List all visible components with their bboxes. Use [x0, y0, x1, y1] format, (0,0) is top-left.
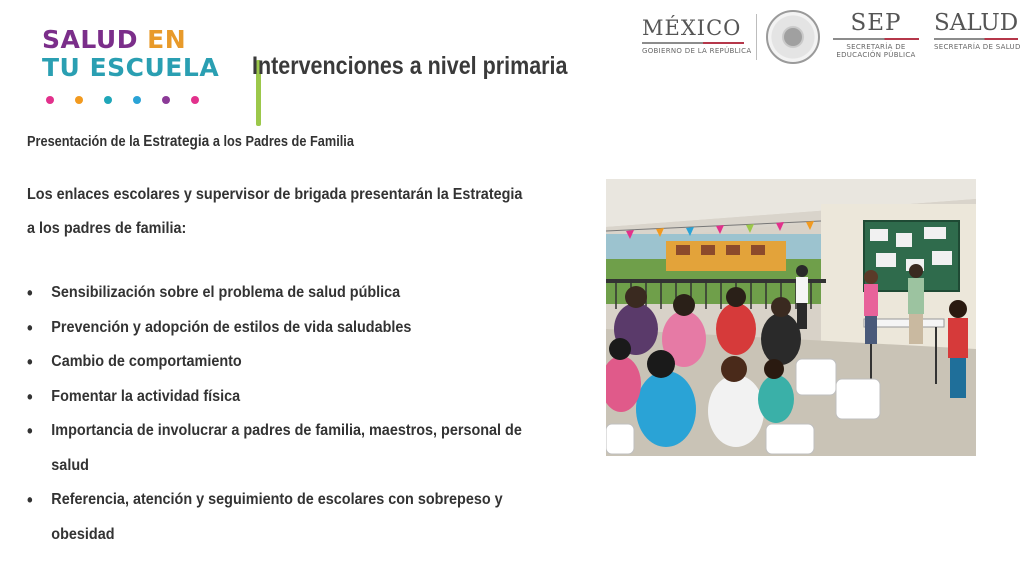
subtitle-before: Presentación de la [27, 134, 144, 150]
bullet-item [27, 276, 567, 311]
logo-line-2 [42, 54, 227, 82]
gobierno-mexico-logo [642, 10, 752, 55]
logo-dot [46, 96, 54, 104]
logo-dot [75, 96, 83, 104]
logo-word-en: EN [147, 25, 187, 54]
mexico-rule [642, 42, 744, 44]
sep-rule [833, 38, 919, 40]
intro-line-2: a los padres de familia: [27, 220, 187, 237]
logo-dot [191, 96, 199, 104]
page-title: Intervenciones a nivel primaria [252, 52, 568, 80]
bullet-item [27, 380, 567, 415]
subtitle-after: a los Padres de Familia [209, 134, 354, 150]
sep-name: SEP [850, 10, 902, 36]
sep-logo [833, 10, 919, 59]
gov-divider [756, 14, 757, 60]
bullet-dot: • [27, 421, 33, 441]
bullet-item [27, 311, 567, 346]
bullet-item [27, 345, 567, 380]
bullet-text: Fomentar la actividad física [51, 387, 241, 405]
sep-caption-2: EDUCACIÓN PÚBLICA [836, 51, 916, 59]
logo-word-salud: SALUD [42, 25, 138, 54]
bullet-text: Prevención y adopción de estilos de vida saludables [51, 318, 412, 336]
salud-en-tu-escuela-logo [42, 26, 227, 104]
bullet-text: Sensibilización sobre el problema de salud pública [51, 284, 401, 301]
bullet-dot: • [27, 386, 33, 407]
intro-paragraph [27, 178, 549, 246]
intro-line-1: Los enlaces escolares y supervisor de brigada presentarán la Estrategia [27, 186, 523, 203]
logo-dots [46, 91, 220, 109]
logo-word-tu: TU [42, 53, 81, 82]
logo-line-1 [42, 26, 227, 54]
bullet-item [27, 483, 555, 552]
bullet-dot: • [27, 490, 33, 510]
bullet-item [27, 414, 555, 483]
secretaria-salud-logo [934, 10, 1021, 51]
bullet-dot: • [27, 352, 33, 372]
section-subtitle [27, 133, 354, 151]
logo-dot [162, 96, 170, 104]
mexico-caption: GOBIERNO DE LA REPÚBLICA [642, 47, 752, 55]
bullet-text: Referencia, atención y seguimiento de escolares con sobrepeso y obesidad [51, 491, 503, 543]
mexico-name: MÉXICO [642, 16, 742, 40]
meeting-photo-illustration [606, 179, 976, 456]
sep-caption-1: SECRETARÍA DE [846, 43, 906, 51]
meeting-photo [606, 179, 976, 456]
bullet-list [27, 276, 567, 552]
subtitle-emphasis: Estrategia [143, 133, 210, 150]
bullet-text: Cambio de comportamiento [51, 353, 242, 370]
logo-word-escuela: ESCUELA [89, 53, 220, 82]
national-seal-icon [766, 10, 820, 64]
logo-dot [104, 96, 112, 104]
salud-caption: SECRETARÍA DE SALUD [934, 43, 1021, 51]
salud-name: SALUD [934, 10, 1019, 36]
bullet-dot: • [27, 317, 33, 338]
bullet-dot: • [27, 283, 33, 303]
logo-dot [133, 96, 141, 104]
salud-rule [934, 38, 1018, 40]
bullet-text: Importancia de involucrar a padres de familia, maestros, personal de salud [51, 422, 522, 474]
